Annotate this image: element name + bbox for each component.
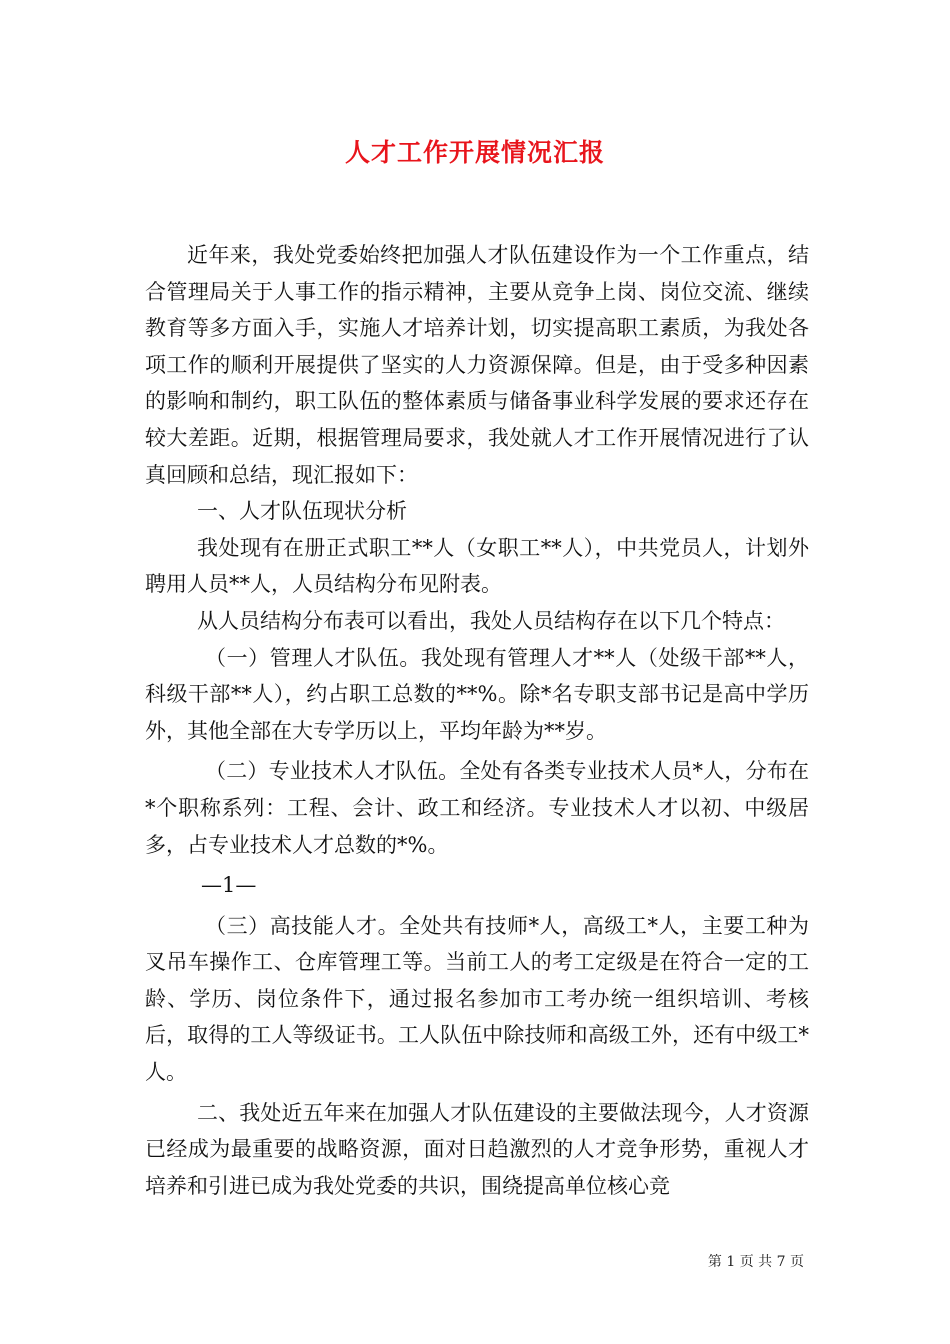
page-footer: 第 1 页 共 7 页 — [707, 1254, 804, 1270]
inline-page-mark: —1— — [201, 873, 257, 898]
paragraph-technical-talent: （二）专业技术人才队伍。全处有各类专业技术人员*人，分布在*个职称系列：工程、会计、政工和经济。专业技术人才以初、中级居多，占专业技术人才总数的*%。 — [145, 759, 809, 857]
paragraph-staff-count: 我处现有在册正式职工**人（女职工**人），中共党员人，计划外聘用人员**人，人员结构分布见附表。 — [145, 535, 809, 597]
document-body — [145, 237, 809, 1204]
paragraph-management-talent: （一）管理人才队伍。我处现有管理人才**人（处级干部**人，科级干部**人），约占职工总数的**%。除*名专职支部书记是高中学历外，其他全部在大专学历以上，平均年龄为**岁。 — [145, 645, 809, 743]
document-title: 人才工作开展情况汇报 — [344, 138, 605, 167]
section-heading-1: 一、人才队伍现状分析 — [197, 499, 407, 524]
section-heading-2: 二、我处近五年来在加强人才队伍建设的主要做法现今，人才资源已经成为最重要的战略资源，面对日趋激烈的人才竞争形势，重视人才培养和引进已成为我处党委的共识，围绕提高单位核心竞 — [145, 1100, 809, 1198]
paragraph-structure-features: 从人员结构分布表可以看出，我处人员结构存在以下几个特点： — [197, 608, 785, 633]
paragraph-skilled-talent: （三）高技能人才。全处共有技师*人，高级工*人，主要工种为叉吊车操作工、仓库管理工等。当前工人的考工定级是在符合一定的工龄、学历、岗位条件下，通过报名参加市工考办统一组织培训、考核后，取得的工人等级证书。工人队伍中除技师和高级工外，还有中级工*人。 — [145, 913, 809, 1085]
paragraph-intro: 近年来，我处党委始终把加强人才队伍建设作为一个工作重点，结合管理局关于人事工作的指示精神，主要从竞争上岗、岗位交流、继续教育等多方面入手，实施人才培养计划，切实提高职工素质，为我处各项工作的顺利开展提供了坚实的人力资源保障。但是，由于受多种因素的影响和制约，职工队伍的整体素质与储备事业科学发展的要求还存在较大差距。近期，根据管理局要求，我处就人才工作开展情况进行了认真回顾和总结，现汇报如下： — [145, 243, 809, 487]
